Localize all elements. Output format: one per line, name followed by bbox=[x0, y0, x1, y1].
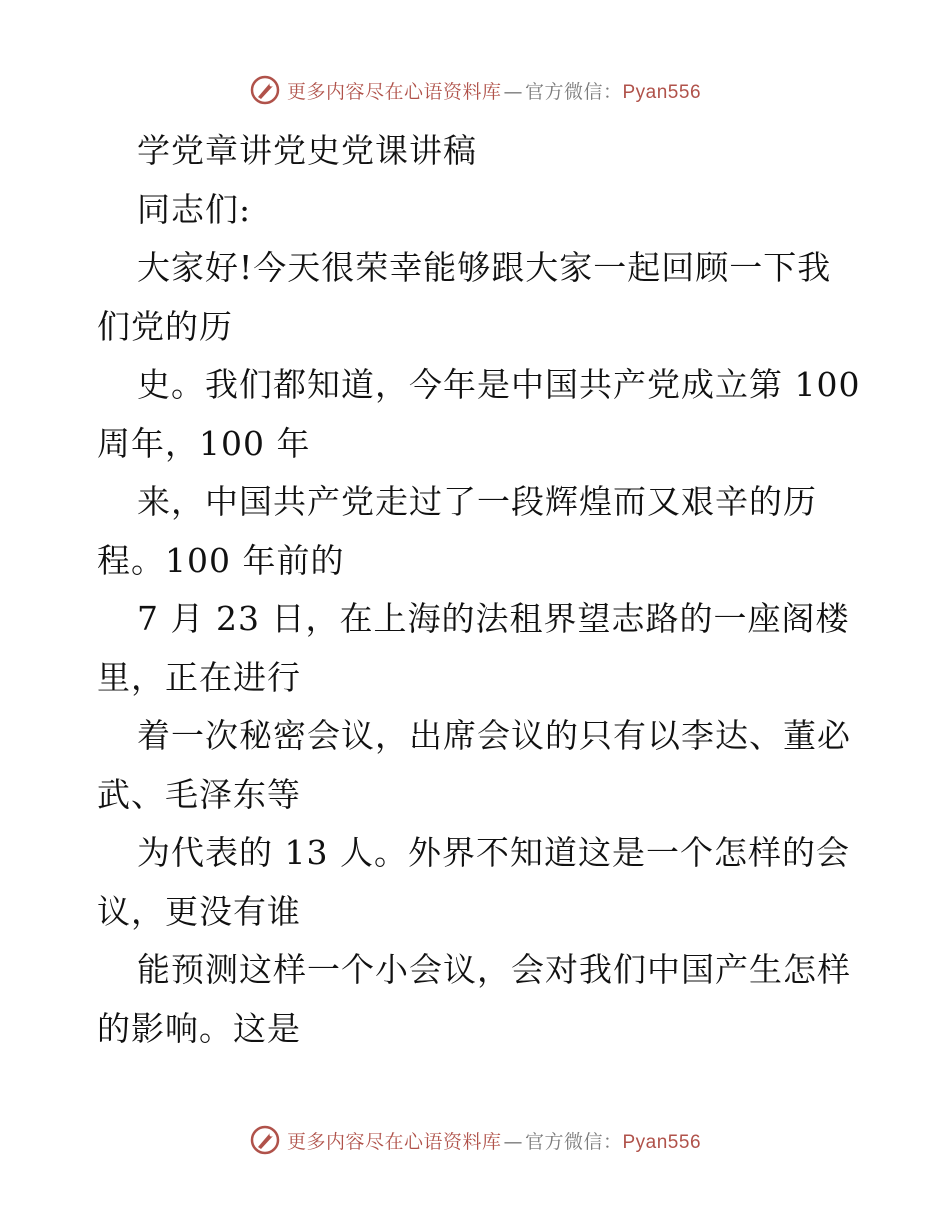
paragraph-line: 能预测这样一个小会议，会对我们中国产生怎样 bbox=[137, 950, 851, 989]
paragraph-line: 大家好!今天很荣幸能够跟大家一起回顾一下我 bbox=[137, 248, 832, 287]
watermark-separator: — bbox=[503, 80, 523, 103]
paragraph-line-continuation: 周年，100 年 bbox=[97, 423, 311, 463]
header-watermark bbox=[0, 70, 950, 110]
watermark-separator: — bbox=[503, 1130, 523, 1153]
watermark-text bbox=[287, 1127, 701, 1154]
watermark-label: 官方微信： bbox=[524, 1130, 623, 1153]
pen-nib-logo-icon bbox=[249, 74, 281, 106]
watermark-label: 官方微信： bbox=[524, 80, 623, 103]
document-body bbox=[97, 122, 877, 1058]
paragraph-line: 来，中国共产党走过了一段辉煌而又艰辛的历 bbox=[137, 482, 817, 521]
watermark-wechat-id: Pyan556 bbox=[622, 1131, 702, 1153]
footer-watermark bbox=[0, 1120, 950, 1160]
paragraph-line-continuation: 的影响。这是 bbox=[97, 1008, 301, 1048]
document-title: 学党章讲党史党课讲稿 bbox=[137, 131, 477, 170]
paragraph-line-continuation: 们党的历 bbox=[97, 306, 233, 346]
paragraph-line-continuation: 武、毛泽东等 bbox=[97, 774, 301, 814]
paragraph-line: 为代表的 13 人。外界不知道这是一个怎样的会 bbox=[137, 833, 850, 872]
watermark-site: 更多内容尽在心语资料库 bbox=[286, 1130, 502, 1153]
watermark-wechat-id: Pyan556 bbox=[622, 81, 702, 103]
watermark-text bbox=[287, 77, 701, 104]
salutation: 同志们: bbox=[137, 189, 252, 229]
paragraph-line: 着一次秘密会议，出席会议的只有以李达、董必 bbox=[137, 716, 851, 755]
paragraph-line: 7 月 23 日，在上海的法租界望志路的一座阁楼 bbox=[137, 599, 850, 638]
paragraph-line-continuation: 议，更没有谁 bbox=[97, 891, 301, 931]
paragraph-line-continuation: 程。100 年前的 bbox=[97, 540, 345, 580]
paragraph-line: 史。我们都知道，今年是中国共产党成立第 100 bbox=[137, 365, 861, 404]
pen-nib-logo-icon bbox=[249, 1124, 281, 1156]
watermark-site: 更多内容尽在心语资料库 bbox=[286, 80, 502, 103]
paragraph-line-continuation: 里，正在进行 bbox=[97, 657, 301, 697]
